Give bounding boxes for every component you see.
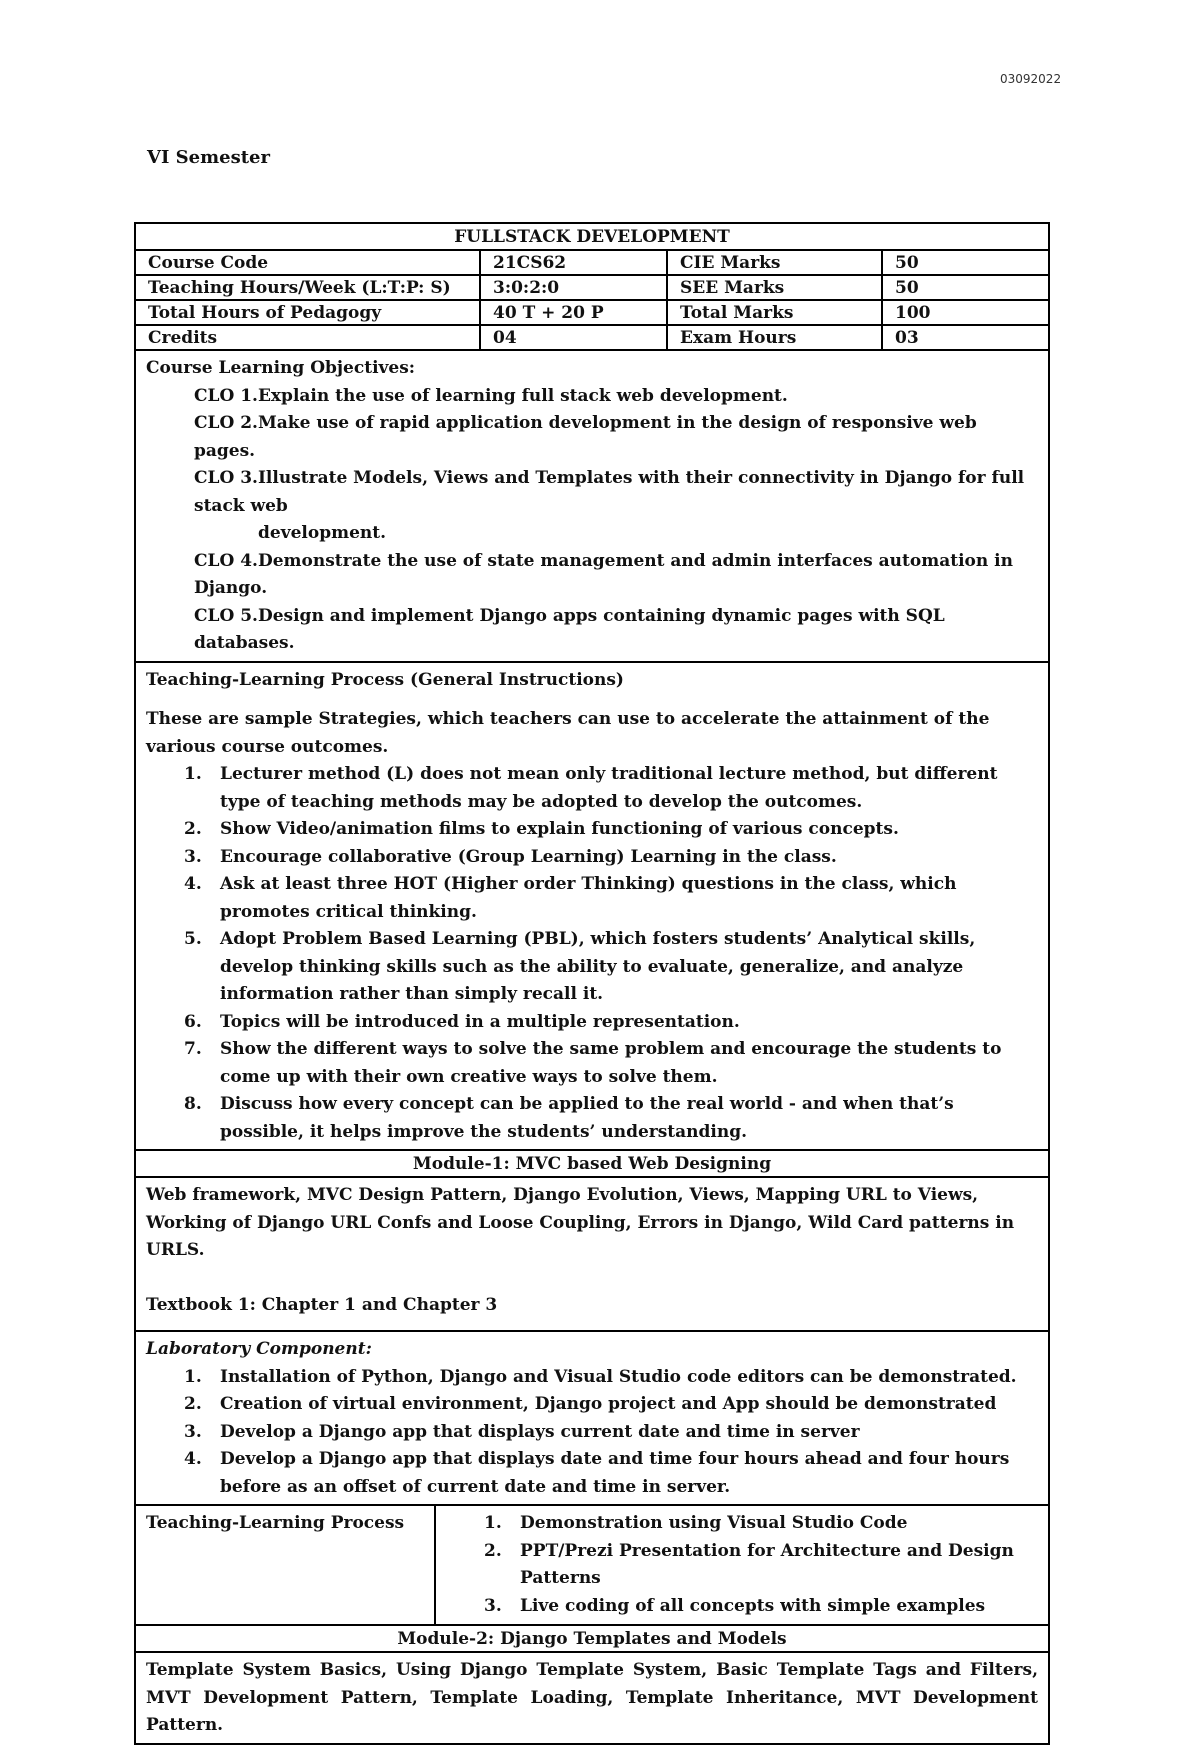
info-row [136, 326, 1048, 351]
info-value: 3:0:2:0 [481, 276, 668, 299]
lab-heading: Laboratory Component: [146, 1339, 372, 1359]
tlp-intro: These are sample Strategies, which teachers can use to accelerate the attainment of the various course outcomes. [146, 709, 990, 757]
clo-label: CLO 2. [194, 413, 258, 433]
clo-text: Explain the use of learning full stack web development. [257, 385, 788, 406]
list-number: 2. [184, 819, 202, 839]
list-item [146, 1091, 1038, 1146]
course-title: FULLSTACK DEVELOPMENT [136, 224, 1048, 251]
list-number: 3. [184, 846, 202, 867]
list-item [146, 816, 1038, 844]
list-number: 1. [484, 1513, 502, 1533]
list-number: 2. [184, 1394, 202, 1414]
list-number: 1. [184, 764, 202, 784]
list-text: Ask at least three HOT (Higher order Thinking) questions in the class, which promotes critical thinking. [220, 874, 957, 922]
list-text: Demonstration using Visual Studio Code [520, 1513, 908, 1533]
info-value: 50 [895, 253, 919, 273]
module-1-lab-section [136, 1332, 1048, 1506]
list-number: 1. [184, 1366, 202, 1387]
clo-continuation: development. [258, 523, 387, 543]
teaching-learning-section [136, 663, 1048, 1152]
info-key: Exam Hours [668, 326, 883, 349]
clo-text: Design and implement Django apps containing dynamic pages with SQL databases. [194, 605, 945, 653]
info-key: Teaching Hours/Week (L:T:P: S) [136, 276, 481, 299]
tlp-heading: Teaching-Learning Process (General Instructions) [146, 669, 624, 690]
info-key: Total Marks [668, 301, 883, 324]
list-item [146, 1446, 1038, 1501]
tlp-list [146, 761, 1038, 1146]
semester-heading: VI Semester [147, 147, 270, 168]
info-key: CIE Marks [668, 251, 883, 274]
list-text: Topics will be introduced in a multiple representation. [220, 1011, 740, 1032]
module-2-content: Template System Basics, Using Django Template System, Basic Template Tags and Filters, MVT Development Pattern, Template Loading, Template Inheritance, MVT Development Pattern. [146, 1660, 1038, 1735]
module-1-textbook: Textbook 1: Chapter 1 and Chapter 3 [146, 1294, 498, 1315]
list-item [146, 1419, 1038, 1447]
list-text: Encourage collaborative (Group Learning) Learning in the class. [220, 846, 837, 867]
lab-list [146, 1364, 1038, 1502]
clo-label: CLO 4. [194, 550, 258, 571]
info-row [136, 276, 1048, 301]
list-item [146, 926, 1038, 1009]
list-number: 4. [184, 1449, 202, 1469]
clo-label: CLO 1. [194, 385, 258, 406]
module-1-title: Module-1: MVC based Web Designing [136, 1151, 1048, 1178]
list-item [146, 844, 1038, 872]
list-text: Develop a Django app that displays current date and time in server [220, 1421, 860, 1442]
list-text: Discuss how every concept can be applied to the real world - and when that’s possible, it helps improve the students’ understanding. [220, 1094, 954, 1142]
clo-label: CLO 5. [194, 605, 258, 626]
clo-label: CLO 3. [194, 468, 258, 488]
list-number: 3. [184, 1421, 202, 1442]
list-number: 4. [184, 874, 202, 894]
list-number: 7. [184, 1039, 202, 1059]
clo-item [146, 383, 1038, 411]
document-id: 03092022 [1000, 72, 1062, 86]
tlp-label: Teaching-Learning Process [136, 1506, 436, 1624]
tlp-method-list [446, 1510, 1038, 1620]
info-value: 100 [895, 303, 931, 323]
list-item [446, 1510, 1038, 1538]
info-value: 21CS62 [481, 251, 668, 274]
module-1-tlp-row [136, 1506, 1048, 1626]
info-value: 04 [481, 326, 668, 349]
info-key: Credits [136, 326, 481, 349]
module-1-content [136, 1178, 1048, 1332]
list-item [146, 1364, 1038, 1392]
list-number: 5. [184, 929, 202, 949]
syllabus-table [134, 222, 1050, 1745]
list-item [146, 761, 1038, 816]
clo-text: Illustrate Models, Views and Templates with their connectivity in Django for full stack web [194, 468, 1025, 516]
list-text: Develop a Django app that displays date and time four hours ahead and four hours before as an offset of current date and time in server. [220, 1449, 1010, 1497]
objectives-heading: Course Learning Objectives: [146, 358, 416, 378]
objectives-section [136, 351, 1048, 663]
list-item [146, 871, 1038, 926]
info-row [136, 251, 1048, 276]
info-key: Course Code [136, 251, 481, 274]
tlp-methods [436, 1506, 1048, 1624]
list-item [446, 1593, 1038, 1621]
list-item [146, 1391, 1038, 1419]
list-number: 8. [184, 1094, 202, 1114]
list-item [146, 1009, 1038, 1037]
info-value: 50 [895, 278, 919, 298]
list-item [146, 1036, 1038, 1091]
list-text: PPT/Prezi Presentation for Architecture and Design Patterns [520, 1540, 1014, 1588]
info-value: 40 T + 20 P [481, 301, 668, 324]
info-key: Total Hours of Pedagogy [136, 301, 481, 324]
list-text: Creation of virtual environment, Django project and App should be demonstrated [220, 1394, 997, 1414]
info-key: SEE Marks [668, 276, 883, 299]
module-1-topics: Web framework, MVC Design Pattern, Django Evolution, Views, Mapping URL to Views, Working of Django URL Confs and Loose Coupling, Errors in Django, Wild Card patterns in URLS. [146, 1185, 1015, 1260]
list-number: 3. [484, 1595, 502, 1616]
clo-item [146, 410, 1038, 465]
list-number: 6. [184, 1011, 202, 1032]
clo-text: Demonstrate the use of state management and admin interfaces automation in Django. [194, 550, 1013, 598]
list-text: Installation of Python, Django and Visual Studio code editors can be demonstrated. [220, 1366, 1017, 1387]
clo-item [146, 603, 1038, 658]
clo-text: Make use of rapid application development in the design of responsive web pages. [194, 413, 977, 461]
list-text: Live coding of all concepts with simple examples [520, 1595, 986, 1616]
list-text: Show the different ways to solve the same problem and encourage the students to come up with their own creative ways to solve them. [220, 1039, 1002, 1087]
clo-item [146, 465, 1038, 520]
list-item [446, 1538, 1038, 1593]
clo-item [146, 548, 1038, 603]
list-text: Show Video/animation films to explain functioning of various concepts. [220, 819, 899, 839]
list-number: 2. [484, 1540, 502, 1561]
list-text: Lecturer method (L) does not mean only traditional lecture method, but different type of teaching methods may be adopted to develop the outcomes. [220, 764, 998, 812]
info-row [136, 301, 1048, 326]
info-value: 03 [895, 328, 919, 348]
module-2-title: Module-2: Django Templates and Models [136, 1626, 1048, 1653]
list-text: Adopt Problem Based Learning (PBL), which fosters students’ Analytical skills, develop thinking skills such as the ability to evaluate, generalize, and analyze information rather than simply recall it. [220, 929, 976, 1004]
